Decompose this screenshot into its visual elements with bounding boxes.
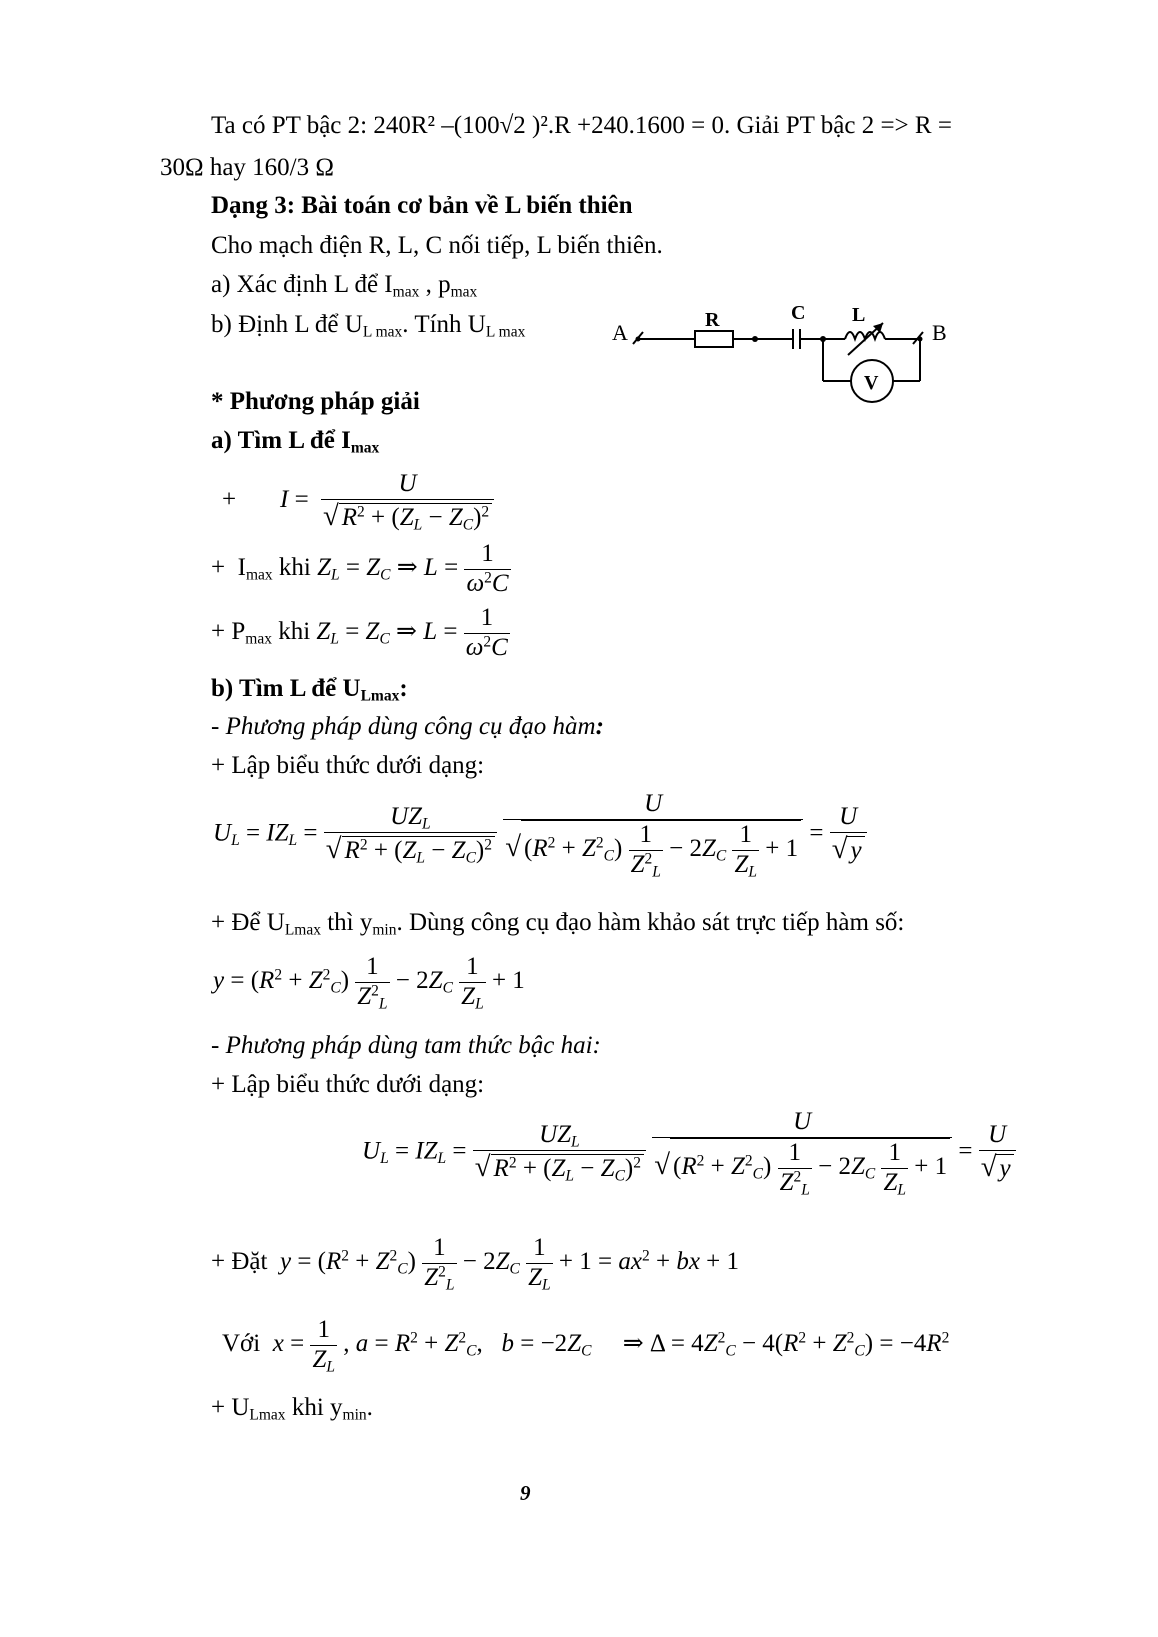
intro-text: Cho mạch điện R, L, C nối tiếp, L biến thiên. bbox=[211, 232, 663, 259]
de-ulmax-line: + Để $U_{Lmax}$ thì $y_{min}$. Dùng công cụ đạo hàm khảo sát trực tiếp hàm số: bbox=[211, 909, 905, 939]
final-line: + $U_{Lmax}$ khi $y_{min}$. bbox=[211, 1394, 373, 1424]
circuit-label-a: A bbox=[612, 320, 628, 345]
formula-current: + I = $\frac{U}{√ R^2 + (Z_L - Z_C)^2}$ bbox=[222, 470, 494, 533]
heading-dang3: Dạng 3: Bài toán cơ bản về L biến thiên bbox=[211, 192, 633, 219]
part-b-heading: b) Tìm L để $U_{Lmax}$: bbox=[211, 675, 408, 705]
circuit-label-v: V bbox=[864, 372, 879, 394]
lap-bieu-thuc-1: + Lập biểu thức dưới dạng: bbox=[211, 752, 485, 779]
formula-pmax: + $P_{max}$ khi $Z_L = Z_C$ ⇒ L = $\frac{1}{\omega^2C}$ bbox=[211, 604, 508, 661]
formula-ul-2: $U_L = IZ_L$ = $\frac{UZ_L}{√ R^2 + (Z_L - Z_C)^2}$ U √ $(R^2 + Z^2_C)$ $\frac{1}{Z^2_L}$ − $2Z_C$ $\frac{1}{Z_L}$ + 1 = $\frac{U}{√ y}$ bbox=[362, 1108, 1016, 1197]
formula-imax: + $I_{max}$ khi $Z_L = Z_C$ ⇒ L = $\frac{1}{\omega^2C}$ bbox=[211, 540, 509, 597]
formula-ul-1: $U_L = IZ_L$ = $\frac{UZ_L}{√ R^2 + (Z_L - Z_C)^2}$ U √ $(R^2 + Z^2_C)$ $\frac{1}{Z^2_L}$ − $2Z_C$ $\frac{1}{Z_L}$ + 1 = $\frac{U}{√ y}$ bbox=[213, 790, 867, 879]
circuit-label-c: C bbox=[791, 302, 806, 324]
method-heading: * Phương pháp giải bbox=[211, 388, 420, 415]
formula-dat: + Đặt $y = (R^2 + Z^2_C)$ $\frac{1}{Z^2_L}$ − $2Z_C$ $\frac{1}{Z_L}$ + $1 = ax^2$ + bx + 1 bbox=[211, 1234, 740, 1294]
circuit-label-l: L bbox=[852, 304, 866, 326]
circuit-label-b: B bbox=[932, 320, 947, 345]
method2-heading: - Phương pháp dùng tam thức bậc hai: bbox=[211, 1032, 601, 1059]
part-a-heading: a) Tìm L để $I_{max}$ bbox=[211, 427, 380, 457]
text-line-2: 30Ω hay 160/3 Ω bbox=[160, 154, 334, 181]
lap-bieu-thuc-2: + Lập biểu thức dưới dạng: bbox=[211, 1071, 485, 1098]
formula-voi: Với x = $\frac{1}{Z_L}$ , $a = R^2 + Z^2_C$, $b = -2Z_C$ ⇒ $\Delta = 4Z^2_C - 4(R^2 + Z^2_C) = -4R^2$ bbox=[222, 1316, 950, 1376]
question-a: a) Xác định L để $I_{max}$ , $p_{max}$ bbox=[211, 271, 478, 301]
text-line-1: Ta có PT bậc 2: 240R² –(100√2 )².R +240.1600 = 0. Giải PT bậc 2 => R = bbox=[211, 112, 952, 139]
circuit-diagram bbox=[605, 295, 955, 405]
formula-y-1: $y = (R^2 + Z^2_C)$ $\frac{1}{Z^2_L}$ − $2Z_C$ $\frac{1}{Z_L}$ + 1 bbox=[213, 953, 525, 1013]
page-number: 9 bbox=[520, 1481, 531, 1505]
circuit-label-r: R bbox=[705, 309, 720, 331]
method1-heading: - Phương pháp dùng công cụ đạo hàm: bbox=[211, 713, 604, 740]
question-b: b) Định L để $U_{L max}$. Tính $U_{L max}$ bbox=[211, 311, 526, 341]
